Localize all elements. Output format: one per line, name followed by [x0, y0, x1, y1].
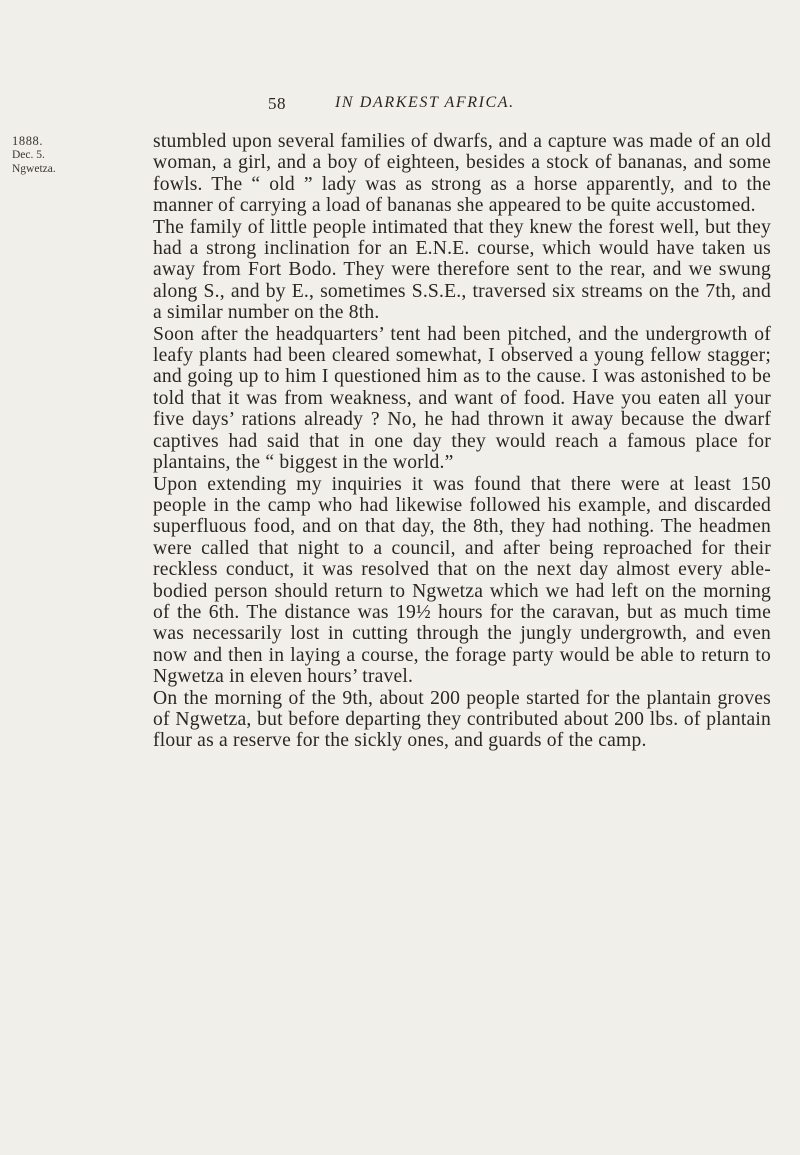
paragraph: Upon extending my inquiries it was found that there were at least 150 people in the camp who had likewise followed his example, and discarded superfluous food, and on that day, the 8th, they had nothing. The headmen were called that night to a council, and after being reproached for their reckless conduct, it was resolved that on the next day almost every able-bodied person should return to Ngwetza which we had left on the morning of the 6th. The distance was 19½ hours for the caravan, but as much time was necessarily lost in cutting through the jungly undergrowth, and even now and then in laying a course, the forage party would be able to return to Ngwetza in eleven hours’ travel.	[153, 473, 771, 688]
page-header	[0, 94, 800, 118]
page-number: 58	[268, 94, 286, 113]
body-text	[153, 131, 771, 752]
paragraph: On the morning of the 9th, about 200 people started for the plantain groves of Ngwetza, but before departing they contributed about 200 lbs. of plantain flour as a reserve for the sickly ones, and guards of the camp.	[153, 687, 771, 752]
margin-year: 1888.	[12, 134, 44, 148]
margin-note	[12, 134, 72, 176]
paragraph: stumbled upon several families of dwarfs, and a capture was made of an old woman, a girl, and a boy of eighteen, besides a stock of bananas, and some fowls. The “ old ” lady was as strong as a horse apparently, and to the manner of carrying a load of bananas she appeared to be quite accustomed.	[153, 131, 771, 217]
margin-place: Ngwetza.	[12, 163, 56, 175]
paragraph: The family of little people intimated that they knew the forest well, but they had a strong inclination for an E.N.E. course, which would have taken us away from Fort Bodo. They were therefore sent to the rear, and we swung along S., and by E., sometimes S.S.E., traversed six streams on the 7th, and a similar number on the 8th.	[153, 216, 771, 324]
margin-date: Dec. 5.	[12, 149, 45, 161]
paragraph: Soon after the headquarters’ tent had been pitched, and the undergrowth of leafy plants had been cleared somewhat, I observed a young fellow stagger; and going up to him I questioned him as to the cause. I was astonished to be told that it was from weakness, and want of food. Have you eaten all your five days’ rations already ? No, he had thrown it away because the dwarf captives had said that in one day they would reach a famous place for plantains, the “ biggest in the world.”	[153, 323, 771, 474]
running-title: IN DARKEST AFRICA.	[335, 94, 515, 111]
